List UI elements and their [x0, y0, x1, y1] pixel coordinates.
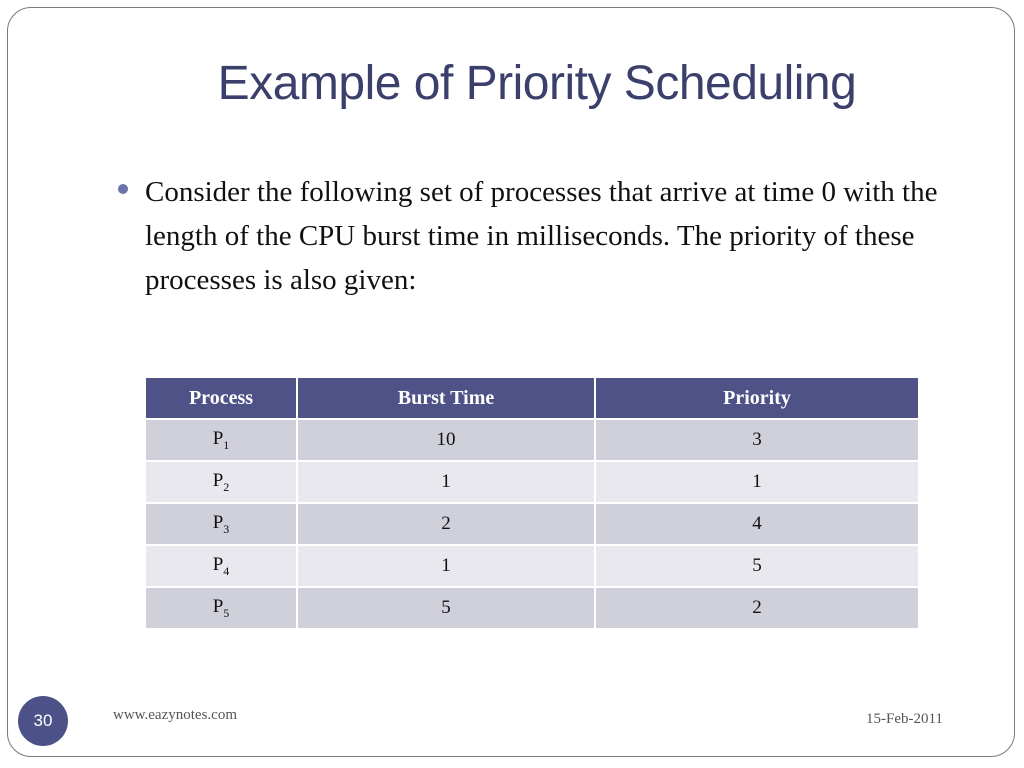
priority-cell: 4 [595, 503, 919, 545]
process-cell [145, 461, 297, 503]
burst-cell: 5 [297, 587, 595, 629]
process-cell [145, 587, 297, 629]
table-row [145, 461, 919, 503]
process-subscript: 2 [223, 479, 230, 494]
burst-cell: 2 [297, 503, 595, 545]
table-row [145, 419, 919, 461]
process-cell [145, 419, 297, 461]
burst-cell: 1 [297, 461, 595, 503]
footer-date: 15-Feb-2011 [866, 711, 943, 727]
table-header-row [145, 377, 919, 419]
header-priority: Priority [595, 377, 919, 419]
footer-url: www.eazynotes.com [113, 707, 237, 723]
priority-cell: 2 [595, 587, 919, 629]
process-subscript: 5 [223, 605, 230, 620]
process-letter: P [212, 427, 224, 449]
table-row [145, 503, 919, 545]
slide-title: Example of Priority Scheduling [217, 57, 857, 110]
process-letter: P [212, 595, 224, 617]
process-cell [145, 545, 297, 587]
burst-cell: 1 [297, 545, 595, 587]
priority-cell: 5 [595, 545, 919, 587]
header-process: Process [145, 377, 297, 419]
process-letter: P [212, 469, 224, 491]
process-table [144, 376, 920, 630]
table-row [145, 545, 919, 587]
page-number-badge: 30 [18, 696, 68, 746]
priority-cell: 3 [595, 419, 919, 461]
header-burst-time: Burst Time [297, 377, 595, 419]
burst-cell: 10 [297, 419, 595, 461]
bullet-dot-icon [118, 184, 128, 194]
process-letter: P [212, 553, 224, 575]
bullet-item [118, 170, 948, 302]
process-subscript: 1 [223, 437, 230, 452]
process-subscript: 3 [223, 521, 230, 536]
priority-cell: 1 [595, 461, 919, 503]
bullet-text: Consider the following set of processes that arrive at time 0 with the length of the CPU burst time in milliseconds. The priority of these processes is also given: [145, 176, 938, 296]
table-row [145, 587, 919, 629]
process-subscript: 4 [223, 563, 230, 578]
process-cell [145, 503, 297, 545]
process-letter: P [212, 511, 224, 533]
